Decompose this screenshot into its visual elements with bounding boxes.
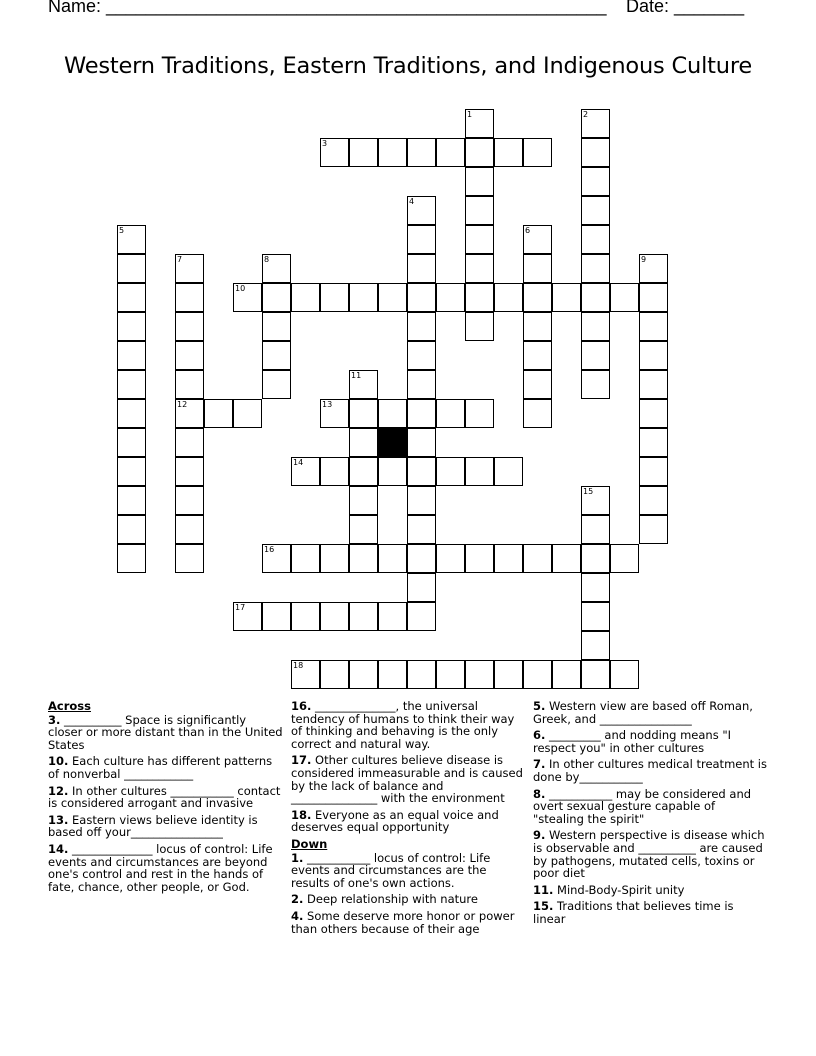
clue-text: Western perspective is disease which is observable and __________ are caused by pathogens, mutated cells, toxins or poor diet: [533, 828, 765, 881]
grid-cell[interactable]: [494, 544, 523, 573]
grid-cell[interactable]: [581, 515, 610, 544]
grid-cell[interactable]: [610, 660, 639, 689]
grid-cell[interactable]: [465, 225, 494, 254]
grid-cell[interactable]: [581, 225, 610, 254]
grid-cell[interactable]: [552, 544, 581, 573]
grid-cell[interactable]: [639, 341, 668, 370]
grid-cell[interactable]: [407, 660, 436, 689]
grid-cell[interactable]: [639, 399, 668, 428]
clue-number: 8.: [533, 786, 546, 801]
grid-cell[interactable]: [639, 457, 668, 486]
clue-number: 3.: [48, 712, 61, 727]
grid-cell[interactable]: [349, 399, 378, 428]
clue-number-label: 10: [235, 284, 246, 293]
clue-number-label: 5: [119, 226, 125, 235]
grid-cell[interactable]: [117, 341, 146, 370]
clue-number: 4.: [291, 908, 304, 923]
clue-number-label: 3: [322, 139, 328, 148]
clue-text: In other cultures medical treatment is done by___________: [533, 757, 767, 784]
grid-cell[interactable]: [639, 254, 668, 283]
clue-number: 9.: [533, 828, 546, 843]
clue-number-label: 7: [177, 255, 183, 264]
clue-down-1: [291, 852, 527, 890]
grid-cell[interactable]: [581, 283, 610, 312]
grid-cell[interactable]: [407, 515, 436, 544]
black-square: [378, 428, 407, 457]
grid-cell[interactable]: [320, 457, 349, 486]
grid-cell[interactable]: [349, 370, 378, 399]
date-field-label: Date: _______: [626, 0, 745, 16]
grid-cell[interactable]: [523, 225, 552, 254]
grid-cell[interactable]: [117, 515, 146, 544]
down-heading: Down: [291, 836, 328, 851]
grid-cell[interactable]: [175, 341, 204, 370]
grid-cell[interactable]: [117, 312, 146, 341]
clue-down-8: [533, 788, 769, 826]
grid-cell[interactable]: [320, 602, 349, 631]
grid-cell[interactable]: [262, 370, 291, 399]
grid-cell[interactable]: [175, 254, 204, 283]
clue-text: Everyone as an equal voice and deserves equal opportunity: [291, 807, 499, 835]
grid-cell[interactable]: [610, 283, 639, 312]
grid-cell[interactable]: [117, 283, 146, 312]
grid-cell[interactable]: [407, 370, 436, 399]
clue-text: Mind-Body-Spirit unity: [557, 882, 685, 897]
grid-cell[interactable]: [552, 660, 581, 689]
clue-text: In other cultures ___________ contact is considered arrogant and invasive: [48, 783, 281, 811]
grid-cell[interactable]: [465, 399, 494, 428]
clue-number: 12.: [48, 783, 69, 798]
grid-cell[interactable]: [407, 486, 436, 515]
grid-cell[interactable]: [465, 167, 494, 196]
grid-cell[interactable]: [320, 283, 349, 312]
grid-cell[interactable]: [407, 399, 436, 428]
grid-cell[interactable]: [581, 602, 610, 631]
grid-cell[interactable]: [581, 486, 610, 515]
grid-cell[interactable]: [465, 109, 494, 138]
clue-text: ___________ may be considered and overt sexual gesture capable of "stealing the spirit": [533, 786, 752, 826]
grid-cell[interactable]: [407, 196, 436, 225]
grid-cell[interactable]: [117, 544, 146, 573]
grid-cell[interactable]: [523, 544, 552, 573]
grid-cell[interactable]: [581, 341, 610, 370]
grid-cell[interactable]: [175, 486, 204, 515]
clue-text: Traditions that believes time is linear: [533, 899, 734, 926]
grid-cell[interactable]: [291, 283, 320, 312]
grid-cell[interactable]: [117, 428, 146, 457]
grid-cell[interactable]: [465, 312, 494, 341]
clue-down-6: [533, 729, 769, 754]
grid-cell[interactable]: [407, 573, 436, 602]
grid-cell[interactable]: [581, 370, 610, 399]
clue-text: ___________ locus of control: Life events and circumstances are the results of one's own actions.: [291, 850, 491, 890]
grid-cell[interactable]: [349, 428, 378, 457]
clue-text: Other cultures believe disease is considered immeasurable and is caused by the lack of balance and _______________ with the environment: [291, 753, 523, 806]
grid-cell[interactable]: [523, 341, 552, 370]
clue-number: 2.: [291, 892, 304, 907]
grid-cell[interactable]: [581, 109, 610, 138]
grid-cell[interactable]: [465, 544, 494, 573]
clue-text: Some deserve more honor or power than others because of their age: [291, 908, 515, 936]
clue-down-7: [533, 758, 769, 783]
grid-cell[interactable]: [436, 457, 465, 486]
grid-cell[interactable]: [494, 283, 523, 312]
across-heading: Across: [48, 699, 91, 713]
grid-cell[interactable]: [581, 573, 610, 602]
grid-cell[interactable]: [436, 399, 465, 428]
grid-cell[interactable]: [523, 138, 552, 167]
grid-cell[interactable]: [465, 138, 494, 167]
grid-cell[interactable]: [639, 428, 668, 457]
clue-down-2: [291, 893, 527, 906]
clue-number: 10.: [48, 754, 69, 769]
grid-cell[interactable]: [378, 660, 407, 689]
grid-cell[interactable]: [262, 312, 291, 341]
grid-cell[interactable]: [436, 544, 465, 573]
grid-cell[interactable]: [407, 225, 436, 254]
grid-cell[interactable]: [465, 254, 494, 283]
clue-number: 11.: [533, 882, 554, 897]
grid-cell[interactable]: [378, 399, 407, 428]
clue-number: 14.: [48, 841, 69, 856]
clue-across-18: [291, 809, 527, 834]
grid-cell[interactable]: [320, 138, 349, 167]
clue-across-3: [48, 714, 284, 752]
grid-cell[interactable]: [581, 167, 610, 196]
grid-cell[interactable]: [436, 283, 465, 312]
grid-cell[interactable]: [320, 544, 349, 573]
grid-cell[interactable]: [117, 225, 146, 254]
grid-cell[interactable]: [523, 660, 552, 689]
clue-number-label: 8: [264, 255, 270, 264]
clues-column-3: [533, 700, 769, 930]
clue-number-label: 18: [293, 661, 304, 670]
clue-text: ______________ locus of control: Life events and circumstances are beyond one's control and rest in the hands of fate, chance, other people, or God.: [48, 841, 273, 894]
grid-cell[interactable]: [262, 341, 291, 370]
grid-cell[interactable]: [349, 515, 378, 544]
grid-cell[interactable]: [465, 457, 494, 486]
clue-number-label: 4: [409, 197, 415, 206]
grid-cell[interactable]: [262, 254, 291, 283]
clue-number: 17.: [291, 753, 312, 768]
clue-down-9: [533, 829, 769, 879]
grid-cell[interactable]: [233, 283, 262, 312]
grid-cell[interactable]: [378, 544, 407, 573]
page-title: Western Traditions, Eastern Traditions, and Indigenous Culture: [63, 53, 753, 79]
grid-cell[interactable]: [291, 602, 320, 631]
grid-cell[interactable]: [639, 515, 668, 544]
clue-number-label: 11: [351, 371, 362, 380]
grid-cell[interactable]: [349, 660, 378, 689]
grid-cell[interactable]: [117, 399, 146, 428]
grid-cell[interactable]: [407, 312, 436, 341]
clue-across-12: [48, 785, 284, 810]
grid-cell[interactable]: [639, 283, 668, 312]
grid-cell[interactable]: [436, 138, 465, 167]
grid-cell[interactable]: [407, 428, 436, 457]
grid-cell[interactable]: [320, 660, 349, 689]
grid-cell[interactable]: [262, 602, 291, 631]
grid-cell[interactable]: [407, 457, 436, 486]
grid-cell[interactable]: [349, 602, 378, 631]
clue-number-label: 16: [264, 545, 275, 554]
grid-cell[interactable]: [407, 254, 436, 283]
clue-down-15: [533, 900, 769, 925]
clue-number-label: 6: [525, 226, 531, 235]
grid-cell[interactable]: [262, 283, 291, 312]
clue-text: Western view are based off Roman, Greek, and ________________: [533, 699, 753, 726]
grid-cell[interactable]: [262, 544, 291, 573]
clues-column-2: [291, 700, 527, 939]
clue-number-label: 12: [177, 400, 188, 409]
grid-cell[interactable]: [175, 428, 204, 457]
grid-cell[interactable]: [349, 138, 378, 167]
clue-number: 7.: [533, 757, 546, 772]
grid-cell[interactable]: [117, 370, 146, 399]
grid-cell[interactable]: [349, 544, 378, 573]
grid-cell[interactable]: [494, 138, 523, 167]
grid-cell[interactable]: [581, 660, 610, 689]
clue-number: 15.: [533, 899, 554, 914]
clue-text: ______________, the universal tendency of humans to think their way of thinking and behaving is the only correct and natural way.: [291, 699, 515, 751]
clue-text: _________ and nodding means "I respect you" in other cultures: [533, 728, 732, 755]
name-field-label: Name: __________________________________________________: [48, 0, 607, 16]
clue-number-label: 14: [293, 458, 304, 467]
grid-cell[interactable]: [436, 660, 465, 689]
clue-number: 16.: [291, 699, 312, 713]
grid-cell[interactable]: [175, 457, 204, 486]
clue-number: 1.: [291, 850, 304, 865]
clue-number: 13.: [48, 812, 69, 827]
clue-number: 6.: [533, 728, 546, 743]
grid-cell[interactable]: [349, 283, 378, 312]
clue-down-5: [533, 700, 769, 725]
grid-cell[interactable]: [233, 602, 262, 631]
clue-number-label: 15: [583, 487, 594, 496]
grid-cell[interactable]: [378, 602, 407, 631]
grid-cell[interactable]: [581, 254, 610, 283]
grid-cell[interactable]: [494, 457, 523, 486]
clue-number-label: 9: [641, 255, 647, 264]
grid-cell[interactable]: [465, 660, 494, 689]
clue-number-label: 2: [583, 110, 589, 119]
grid-cell[interactable]: [175, 283, 204, 312]
grid-cell[interactable]: [581, 544, 610, 573]
clue-down-4: [291, 910, 527, 935]
grid-cell[interactable]: [523, 312, 552, 341]
grid-cell[interactable]: [175, 515, 204, 544]
grid-cell[interactable]: [639, 370, 668, 399]
grid-cell[interactable]: [407, 602, 436, 631]
grid-cell[interactable]: [291, 457, 320, 486]
clue-across-14: [48, 843, 284, 893]
grid-cell[interactable]: [320, 399, 349, 428]
grid-cell[interactable]: [552, 283, 581, 312]
clue-text: Eastern views believe identity is based off your________________: [48, 812, 258, 840]
clue-across-17: [291, 754, 527, 804]
grid-cell[interactable]: [581, 312, 610, 341]
grid-cell[interactable]: [523, 370, 552, 399]
grid-cell[interactable]: [610, 544, 639, 573]
grid-cell[interactable]: [204, 399, 233, 428]
grid-cell[interactable]: [407, 544, 436, 573]
grid-cell[interactable]: [175, 312, 204, 341]
grid-cell[interactable]: [581, 631, 610, 660]
grid-cell[interactable]: [117, 486, 146, 515]
grid-cell[interactable]: [581, 138, 610, 167]
grid-cell[interactable]: [349, 457, 378, 486]
grid-cell[interactable]: [407, 138, 436, 167]
grid-cell[interactable]: [117, 457, 146, 486]
grid-cell[interactable]: [378, 283, 407, 312]
grid-cell[interactable]: [523, 254, 552, 283]
clue-number: 18.: [291, 807, 312, 822]
clue-number-label: 17: [235, 603, 246, 612]
grid-cell[interactable]: [175, 399, 204, 428]
grid-cell[interactable]: [465, 283, 494, 312]
clue-across-13: [48, 814, 284, 839]
clue-number-label: 1: [467, 110, 473, 119]
grid-cell[interactable]: [407, 341, 436, 370]
clue-across-10: [48, 755, 284, 780]
grid-cell[interactable]: [581, 196, 610, 225]
grid-cell[interactable]: [465, 196, 494, 225]
grid-cell[interactable]: [291, 544, 320, 573]
grid-cell[interactable]: [639, 486, 668, 515]
grid-cell[interactable]: [378, 138, 407, 167]
clue-across-16: [291, 700, 527, 750]
grid-cell[interactable]: [175, 544, 204, 573]
clue-text: Each culture has different patterns of nonverbal ____________: [48, 754, 273, 781]
clue-number-label: 13: [322, 400, 333, 409]
grid-cell[interactable]: [523, 283, 552, 312]
grid-cell[interactable]: [117, 254, 146, 283]
clue-down-11: [533, 884, 769, 897]
grid-cell[interactable]: [175, 370, 204, 399]
grid-cell[interactable]: [407, 283, 436, 312]
clue-number: 5.: [533, 699, 546, 713]
clues-column-1: [48, 700, 284, 897]
grid-cell[interactable]: [291, 660, 320, 689]
clue-text: Deep relationship with nature: [307, 892, 478, 907]
grid-cell[interactable]: [378, 457, 407, 486]
grid-cell[interactable]: [233, 399, 262, 428]
clue-text: __________ Space is significantly closer or more distant than in the United States: [48, 712, 283, 752]
grid-cell[interactable]: [523, 399, 552, 428]
grid-cell[interactable]: [349, 486, 378, 515]
grid-cell[interactable]: [494, 660, 523, 689]
grid-cell[interactable]: [639, 312, 668, 341]
